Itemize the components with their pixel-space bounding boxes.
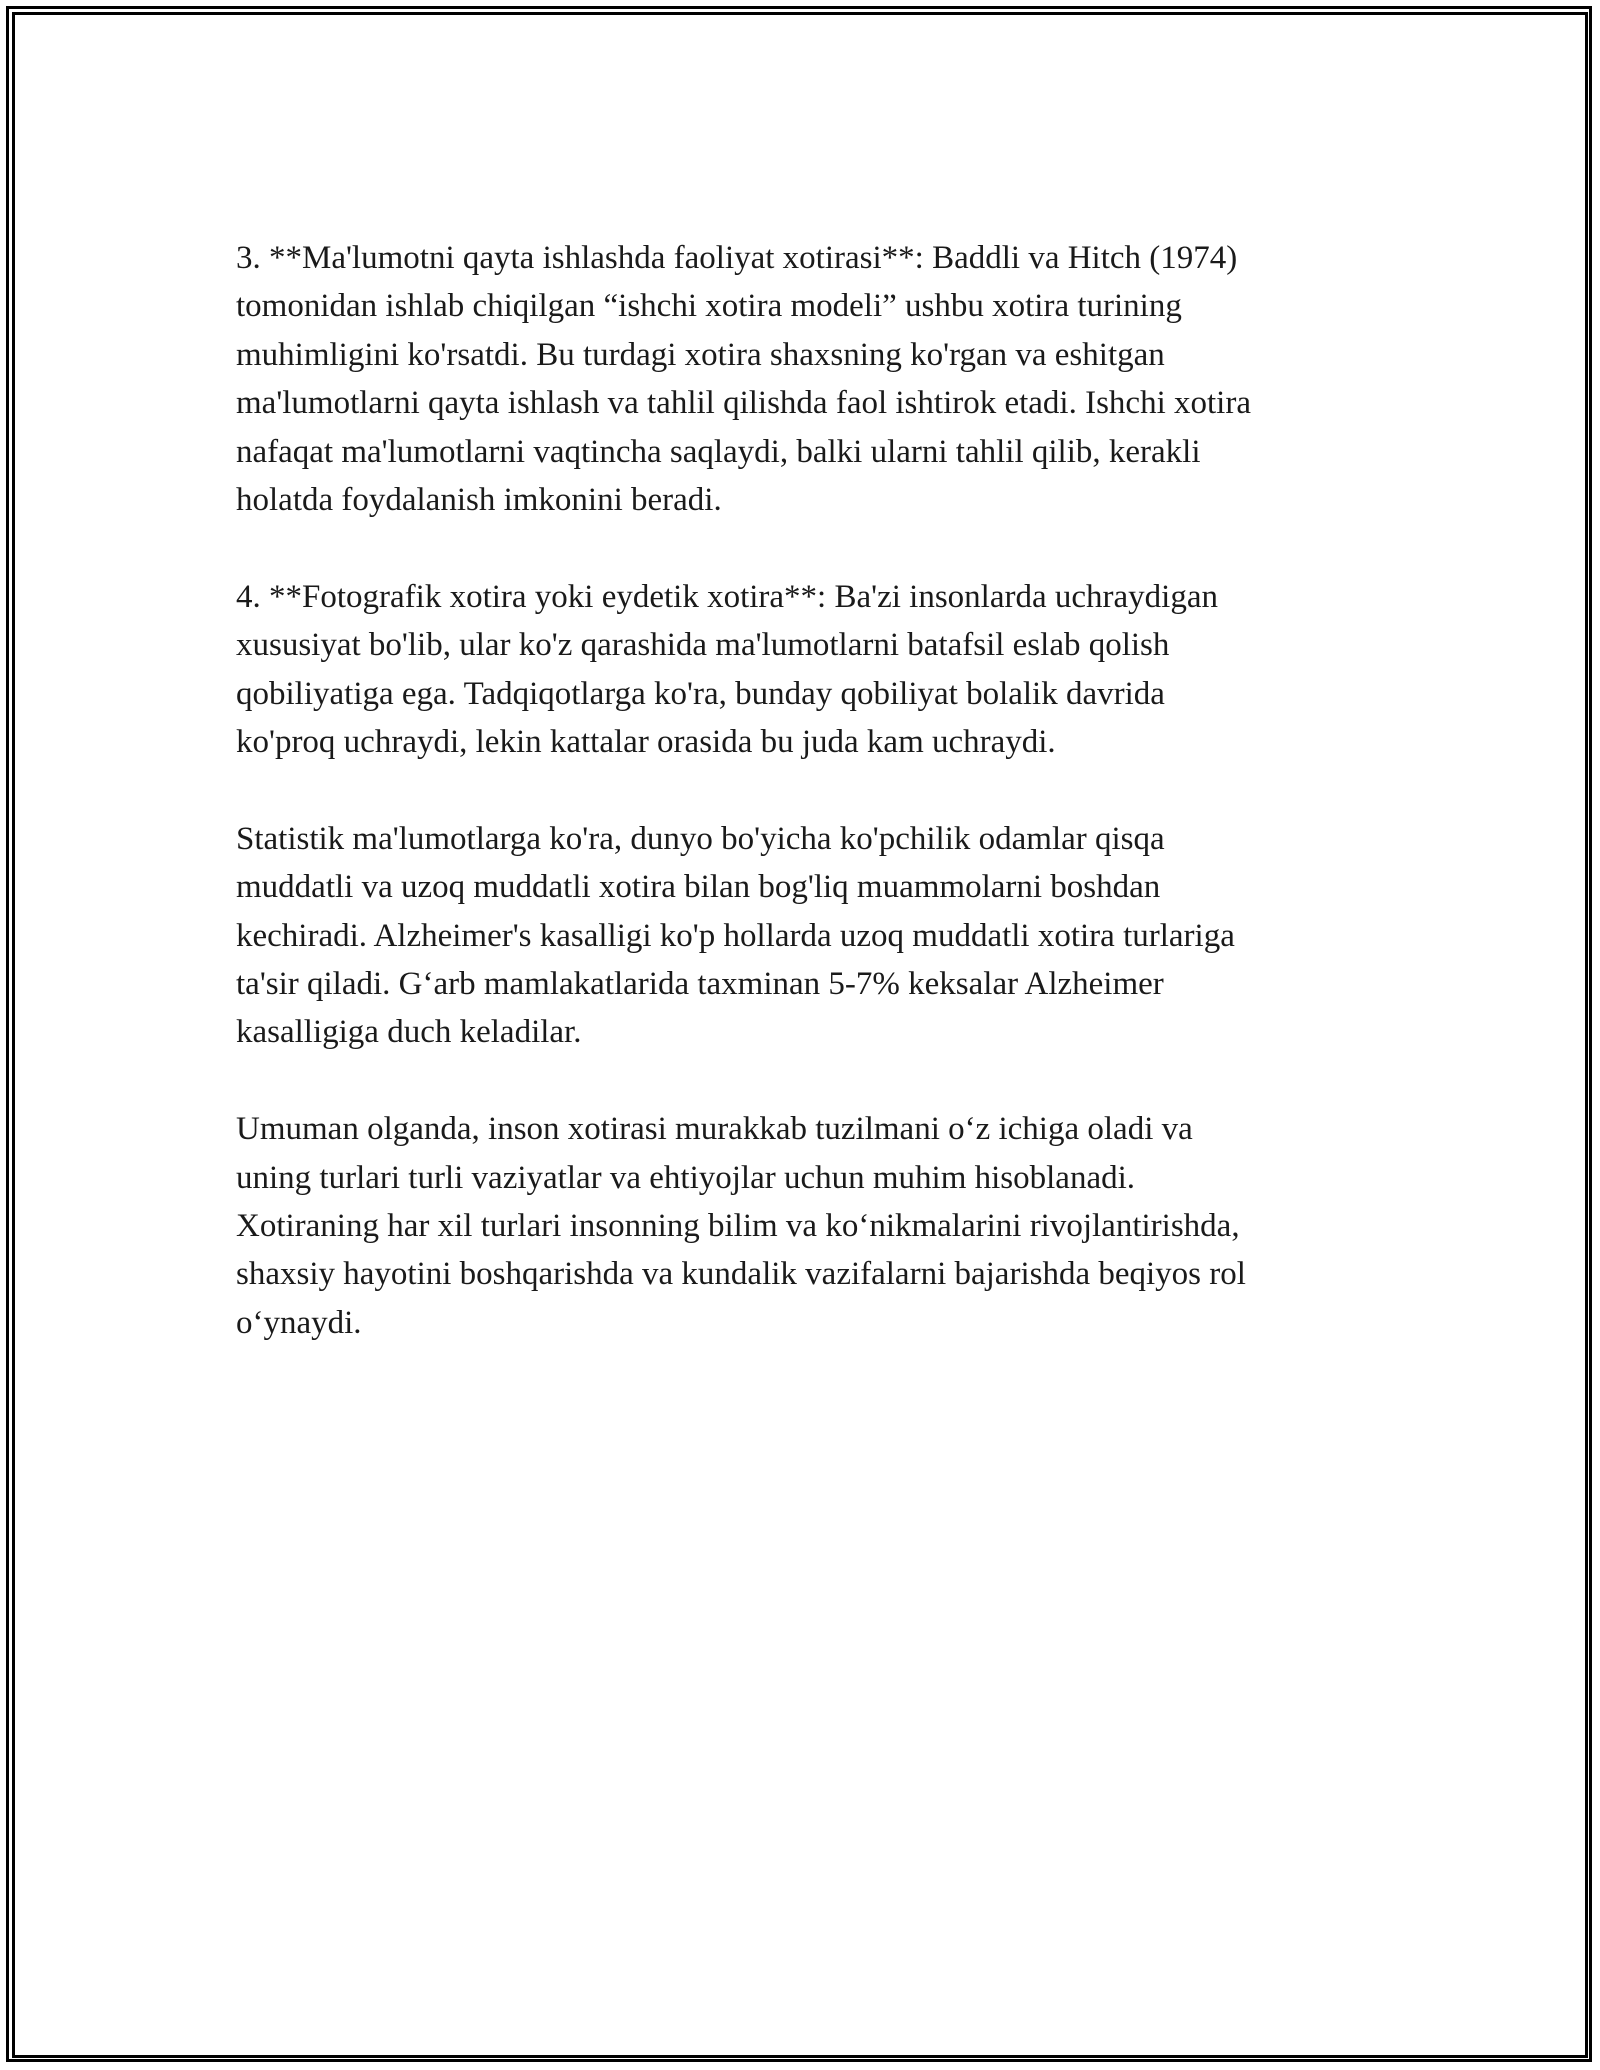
text-line: 3. **Ma'lumotni qayta ishlashda faoliyat xotirasi**: Baddli va Hitch (1974): [236, 240, 1238, 276]
paragraph-working-memory: [236, 234, 1386, 524]
text-line: nafaqat ma'lumotlarni vaqtincha saqlaydi, balki ularni tahlil qilib, kerakli: [236, 433, 1201, 470]
document-body: [236, 234, 1386, 1347]
text-line: ko'proq uchraydi, lekin kattalar orasida bu juda kam uchraydi.: [236, 724, 1056, 761]
paragraph-statistics: [236, 815, 1386, 1057]
text-line: xususiyat bo'lib, ular ko'z qarashida ma'lumotlarni batafsil eslab qolish: [236, 627, 1170, 664]
text-line: ta'sir qiladi. G‘arb mamlakatlarida taxminan 5-7% keksalar Alzheimer: [236, 966, 1164, 1003]
text-line: muhimligini ko'rsatdi. Bu turdagi xotira shaxsning ko'rgan va eshitgan: [236, 336, 1165, 373]
text-line: uning turlari turli vaziyatlar va ehtiyojlar uchun muhim hisoblanadi.: [236, 1159, 1136, 1196]
text-line: holatda foydalanish imkonini beradi.: [236, 482, 722, 519]
text-line: Umuman olganda, inson xotirasi murakkab tuzilmani o‘z ichiga oladi va: [236, 1111, 1193, 1148]
text-line: muddatli va uzoq muddatli xotira bilan bog'liq muammolarni boshdan: [236, 869, 1161, 906]
text-line: qobiliyatiga ega. Tadqiqotlarga ko'ra, bunday qobiliyat bolalik davrida: [236, 675, 1165, 712]
paragraph-conclusion: [236, 1105, 1386, 1347]
paragraph-eidetic-memory: [236, 573, 1386, 767]
text-line: 4. **Fotografik xotira yoki eydetik xotira**: Ba'zi insonlarda uchraydigan: [236, 578, 1218, 615]
text-line: tomonidan ishlab chiqilgan “ishchi xotira modeli” ushbu xotira turining: [236, 288, 1182, 325]
text-line: kasalligiga duch keladilar.: [236, 1014, 582, 1051]
text-line: o‘ynaydi.: [236, 1304, 362, 1341]
text-line: Xotiraning har xil turlari insonning bilim va ko‘nikmalarini rivojlantirishda,: [236, 1208, 1240, 1245]
text-line: kechiradi. Alzheimer's kasalligi ko'p hollarda uzoq muddatli xotira turlariga: [236, 917, 1235, 954]
text-line: Statistik ma'lumotlarga ko'ra, dunyo bo'yicha ko'pchilik odamlar qisqa: [236, 820, 1165, 857]
text-line: shaxsiy hayotini boshqarishda va kundalik vazifalarni bajarishda beqiyos rol: [236, 1256, 1246, 1293]
text-line: ma'lumotlarni qayta ishlash va tahlil qilishda faol ishtirok etadi. Ishchi xotira: [236, 385, 1251, 422]
